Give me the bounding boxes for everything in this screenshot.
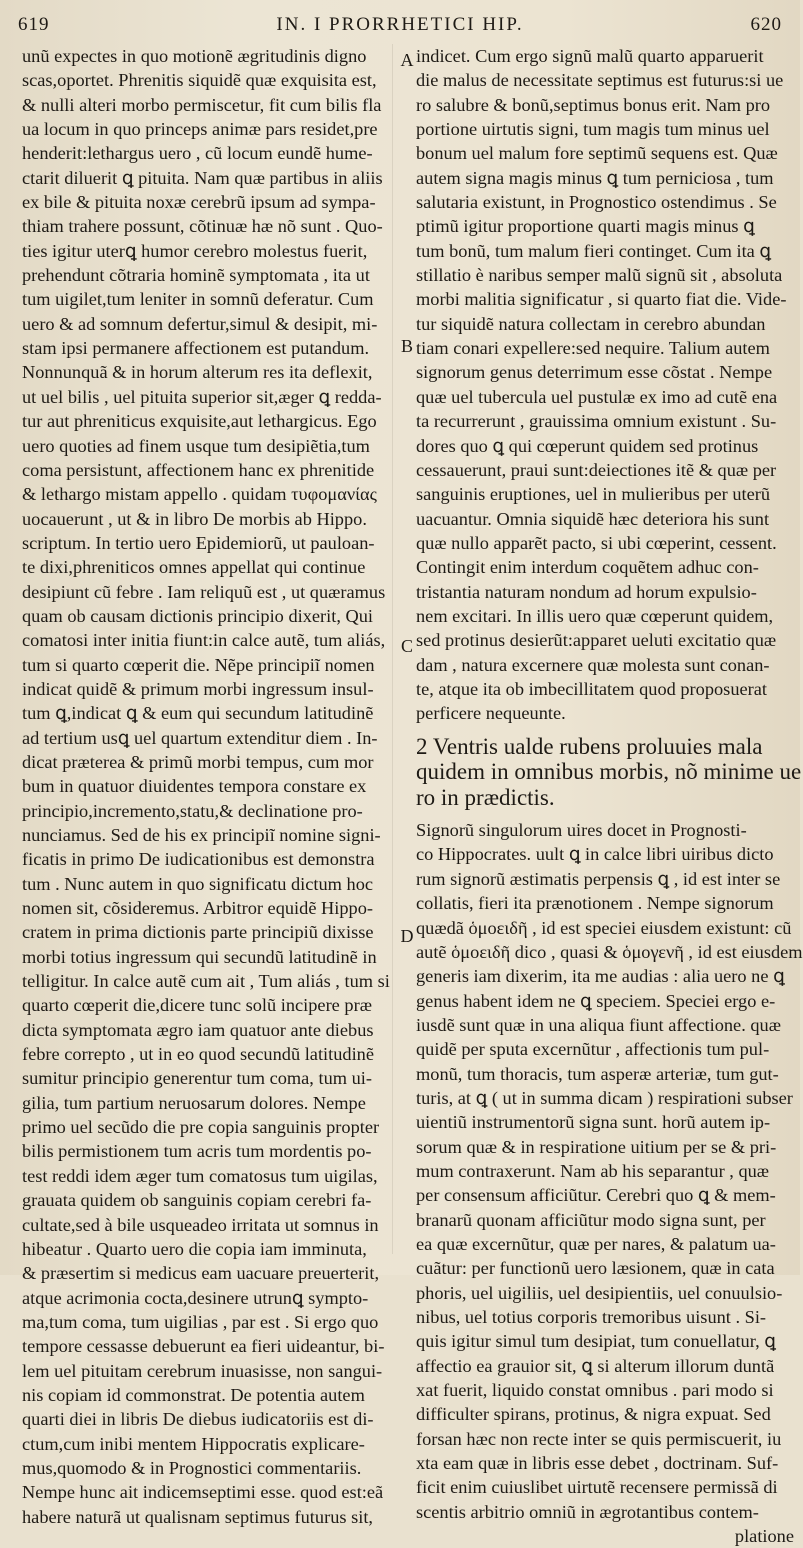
text-line: 2 Ventris ualde rubens proluuies mala [416, 733, 763, 759]
text-line: tum ꝗ,indicat ꝗ & eum qui secundum latitudinẽ [22, 703, 374, 724]
text-line: cuãtur: per functionũ uero læsionem, quæ in cata [416, 1258, 775, 1279]
text-line: te, atque ita ob imbecillitatem quod proposuerat [416, 678, 767, 699]
text-line: bum in quatuor diuidentes tempora constare ex [22, 776, 367, 797]
text-line: affectio ea grauior sit, ꝗ si alterum illorum duntã [416, 1355, 775, 1376]
right-column [416, 44, 803, 1548]
text-line: coma persistunt, affectionem hanc ex phrenitide [22, 459, 375, 480]
text-line: dam , natura excernere quæ molesta sunt conan- [416, 654, 770, 675]
page-header [18, 14, 782, 40]
text-line: monũ, tum thoracis, tum asperæ arteriæ, tum gut- [416, 1063, 779, 1084]
text-line: ad tertium usꝗ uel quartum extenditur diem . In- [22, 727, 378, 748]
text-line: uientiũ instrumentorũ signa sunt. horũ autem ip- [416, 1112, 771, 1133]
text-line: ctarit diluerit ꝗ pituita. Nam quæ partibus in aliis [22, 167, 383, 188]
text-line: phoris, uel uigiliis, uel desipientiis, uel conuulsio- [416, 1282, 783, 1303]
margin-letter-d: D [400, 926, 414, 946]
text-line: portione uirtutis signi, tum magis tum minus uel [416, 119, 770, 140]
text-line: tum si quarto cœperit die. Nẽpe principiĩ nomen [22, 654, 375, 675]
text-line: collatis, fieri ita prænotionem . Nempe signorum [416, 893, 774, 914]
margin-letter-c: C [400, 636, 413, 656]
text-line: scas,oportet. Phrenitis siquidẽ quæ exquisita est, [22, 70, 377, 91]
text-line: quæ nullo apparẽt pacto, si ubi cœperint, cessent. [416, 532, 777, 553]
text-line: uero quoties ad finem usque tum desipiẽtia,tum [22, 435, 370, 456]
text-line: atque acrimonia cocta,desinere utrunꝗ sympto- [22, 1287, 369, 1308]
text-line: stam ipsi permanere affectionem est putandum. [22, 338, 370, 359]
text-line: nem excitari. In illis uero quæ cœperunt quidem, [416, 605, 774, 626]
text-line: febre correpto , ut in eo quod secundũ latitudinẽ [22, 1044, 374, 1065]
text-line: scentis arbitrio omniũ in ægrotantibus contem- [416, 1501, 759, 1522]
text-line: xat fuerit, liquido constat omnibus . pari modo si [416, 1380, 774, 1401]
text-line: sumitur principio generentur tum coma, tum ui- [22, 1068, 372, 1089]
text-line: Nonnunquã & in horum alterum res ita deflexit, [22, 362, 373, 383]
page-number-right: 620 [750, 14, 782, 35]
text-line: habere naturã ut qualisnam septimus futurus sit, [22, 1506, 374, 1527]
commentary-block-a [416, 44, 794, 726]
text-line: quidẽ per sputa excernũtur , affectionis tum pul- [416, 1039, 770, 1060]
text-line: gilia, tum partium neruosarum dolores. Nempe [22, 1092, 366, 1113]
running-title: IN. I PRORRHETICI HIP. [276, 14, 524, 35]
text-line: principio,incremento,statu,& declinatione pro- [22, 800, 363, 821]
text-line: ficatis in primo De iudicationibus est demonstra [22, 849, 375, 870]
text-line: Nempe hunc ait indicemseptimi esse. quod est:eã [22, 1482, 384, 1503]
text-line: ua locum in quo princeps animæ pars residet,pre [22, 119, 378, 140]
text-line: unũ expectes in quo motionẽ ægritudinis digno [22, 46, 367, 66]
text-line: quidem in omnibus morbis, nõ minime ue [416, 759, 802, 785]
margin-letter-a: A [400, 50, 414, 70]
left-column [22, 44, 394, 1529]
text-line: genus habent idem ne ꝗ speciem. Speciei ergo e- [416, 990, 776, 1011]
text-line: iusdẽ sunt quæ in una aliqua fiunt affectione. quæ [416, 1014, 781, 1035]
margin-letter-b: B [400, 336, 413, 356]
text-line: nomen sit, cõsideremus. Arbitror equidẽ Hippo- [22, 898, 374, 919]
text-line: rum signorũ æstimatis perpensis ꝗ , id est inter se [416, 868, 781, 889]
text-line: tempore cessasse debuerunt ea fieri uideantur, bi- [22, 1336, 385, 1357]
text-line: indicat quidẽ & primum morbi ingressum insul- [22, 678, 374, 699]
text-line: prehendunt cõtraria hominẽ symptomata , ita ut [22, 265, 370, 286]
text-line: quarti diei in libris De diebus iudicatoriis est di- [22, 1409, 374, 1430]
text-line: stillatio è naribus semper malũ signũ sit , absoluta [416, 265, 783, 286]
text-line: dicta symptomata ægro iam quatuor ante diebus [22, 1019, 374, 1040]
text-line: bilis permistionem tum acris tum mordentis po- [22, 1141, 372, 1162]
text-line: primo uel secũdo die pre copia sanguinis propter [22, 1117, 380, 1138]
text-line: ptimũ igitur proportione quarti magis minus ꝗ [416, 216, 755, 237]
text-line: scriptum. In tertio uero Epidemiorũ, ut pauloan- [22, 532, 375, 553]
text-line: branarũ quonam afficiũtur modo signa sunt, per [416, 1209, 766, 1230]
text-line: mus,quomodo & in Prognostici commentariis. [22, 1457, 362, 1478]
text-line: sanguinis eruptiones, uel in mulieribus per uterũ [416, 484, 771, 505]
catchword: platione [734, 1526, 794, 1547]
text-line: autem signa magis minus ꝗ tum perniciosa , tum [416, 167, 774, 188]
text-line: bonum uel malum fore septimũ sequens est. Quæ [416, 143, 778, 164]
text-line: xta eam quæ in libris esse debet , doctrinam. Suf- [416, 1453, 779, 1474]
text-line: comatosi inter initia fiunt:in calce autẽ, tum aliás, [22, 630, 386, 651]
text-line: Contingit enim interdum coquẽtem adhuc con- [416, 557, 759, 578]
text-line: uero & ad somnum defertur,simul & desipit, mi- [22, 313, 378, 334]
section-gap [416, 810, 794, 818]
text-line: die malus de necessitate septimus est futurus:si ue [416, 70, 784, 91]
text-line: difficulter spirans, protinus, & nigra expuat. Sed [416, 1404, 771, 1425]
text-line: dicat præterea & primũ morbi tempus, cum mor [22, 751, 374, 772]
text-line: ut uel bilis , uel pituita superior sit,æger ꝗ redda- [22, 386, 382, 407]
text-line: telligitur. In calce autẽ cum ait , Tum aliás , tum si [22, 971, 390, 992]
text-line: tur aut phreniticus exquisite,aut lethargicus. Ego [22, 411, 377, 432]
text-line: quædã ὁμοειδῆ , id est speciei eiusdem existunt: cũ [416, 917, 792, 938]
text-line: ex bile & pituita noxæ cerebrũ ipsum ad sympa- [22, 192, 376, 213]
text-line: cratem in prima dictionis parte principiũ dixisse [22, 922, 374, 943]
text-line: indicet. Cum ergo signũ malũ quarto apparuerit [416, 46, 764, 66]
text-line: hibeatur . Quarto uero die copia iam imminuta, [22, 1238, 367, 1259]
text-line: nis copiam id commonstrat. De potentia autem [22, 1384, 365, 1405]
text-line: morbi malitia significatur , si quarto fiat die. Vide- [416, 289, 787, 310]
text-line: nunciamus. Sed de his ex principiĩ nomine signi- [22, 825, 381, 845]
text-line: ro in prædictis. [416, 784, 555, 810]
text-line: generis iam dixerim, ita me audias : alia uero ne ꝗ [416, 966, 785, 987]
text-line: ea quæ excernũtur, quæ per nares, & palatum ua- [416, 1233, 776, 1254]
text-line: te dixi,phreniticos omnes appellat qui continue [22, 557, 366, 578]
text-line: tum uigilet,tum leniter in somnũ deferatur. Cum [22, 289, 374, 310]
text-line: ta recurrerunt , grauissima omnium existunt . Su- [416, 411, 777, 432]
text-line: desipiunt cũ febre . Iam reliquũ est , ut quæramus [22, 581, 386, 602]
text-line: & præsertim si medicus eam uacuare preuerterit, [22, 1263, 380, 1284]
text-line: thiam trahere possunt, cõtinuæ hæ nõ sunt . Quo- [22, 216, 383, 237]
text-line: lem uel pituitam cerebrum inuasisse, non sangui- [22, 1360, 383, 1381]
text-line: tiam conari expellere:sed nequire. Talium autem [416, 338, 770, 359]
text-line: co Hippocrates. uult ꝗ in calce libri uiribus dicto [416, 844, 774, 865]
text-line: perficere nequeunte. [416, 703, 566, 724]
text-line: nibus, uel totius corporis tremoribus uisunt . Si- [416, 1307, 767, 1327]
text-line: ties igitur uterꝗ humor cerebro molestus fuerit, [22, 240, 368, 261]
text-line: tristantia naturam nondum ad horum expulsio- [416, 581, 757, 602]
text-line: cultate,sed à bile usqueadeo irritata ut somnus in [22, 1214, 379, 1235]
text-line: sorum quæ & in respiratione uitium per se & pri- [416, 1136, 777, 1157]
text-line: tum bonũ, tum malum fieri continget. Cum ita ꝗ [416, 240, 772, 261]
text-line: morbi totius ingressum qui secundũ latitudinẽ in [22, 946, 377, 967]
text-line: ma,tum coma, tum uigilias , par est . Si ergo quo [22, 1311, 379, 1332]
text-line: sed protinus desierũt:apparet ueluti excitatio quæ [416, 630, 777, 651]
text-line: Signorũ singulorum uires docet in Prognosti- [416, 820, 747, 841]
section-gap [416, 726, 794, 734]
text-line: autẽ ὁμοειδῆ dico , quasi & ὁμογενῆ , id est eiusdem [416, 941, 803, 962]
text-line: ficit enim cuiuslibet uirtutẽ recensere permissã di [416, 1477, 778, 1498]
text-line: forsan hæc non recte inter se quis permiscuerit, iu [416, 1428, 782, 1449]
text-line: & lethargo mistam appello . quidam τυφομανίας [22, 484, 377, 505]
text-line: uacuantur. Omnia siquidẽ hæc deteriora his sunt [416, 508, 770, 529]
text-line: mum contraxerunt. Nam ab his separantur , quæ [416, 1160, 770, 1181]
text-line: turis, at ꝗ ( ut in summa dicam ) respirationi subser [416, 1087, 793, 1108]
text-line: quarto cœperit die,dicere tunc solũ incipere præ [22, 995, 372, 1016]
text-line: tur siquidẽ natura collectam in cerebro abundan [416, 313, 766, 334]
text-line: per consensum afficiũtur. Cerebri quo ꝗ & mem- [416, 1185, 776, 1206]
text-line: cessauerunt, praui sunt:deiectiones itẽ & quæ per [416, 459, 777, 480]
text-line: test reddi idem æger tum comatosus tum uigilas, [22, 1165, 378, 1186]
page-number-left: 619 [18, 14, 50, 35]
text-line: & nulli alteri morbo permiscetur, fit cum bilis fla [22, 94, 382, 115]
aphorism-block [416, 733, 802, 811]
text-line: signorum genus deterrimum esse cõstat . Nempe [416, 362, 773, 383]
text-line: salutaria existunt, in Prognostico ostendimus . Se [416, 192, 777, 213]
text-line: ro salubre & bonũ,septimus bonus erit. Nam pro [416, 94, 771, 115]
text-line: henderit:lethargus uero , cũ locum eundẽ hume- [22, 143, 373, 164]
text-line: uocauerunt , ut & in libro De morbis ab Hippo. [22, 508, 367, 529]
text-line: quam ob causam dictionis principio dixerit, Qui [22, 605, 374, 626]
text-line: dores quo ꝗ qui cœperunt quidem sed protinus [416, 435, 759, 456]
text-line: grauata quidem ob sanguinis copiam cerebri fa- [22, 1190, 372, 1211]
text-line: ctum,cum inibi mentem Hippocratis explicare- [22, 1433, 365, 1454]
commentary-block-b [416, 818, 803, 1524]
text-line: quis igitur simul tum desipiat, tum conuellatur, ꝗ [416, 1331, 776, 1352]
text-line: tum . Nunc autem in quo significatu dictum hoc [22, 873, 374, 894]
text-line: quæ uel tubercula uel pustulæ ex imo ad cutẽ ena [416, 386, 778, 407]
